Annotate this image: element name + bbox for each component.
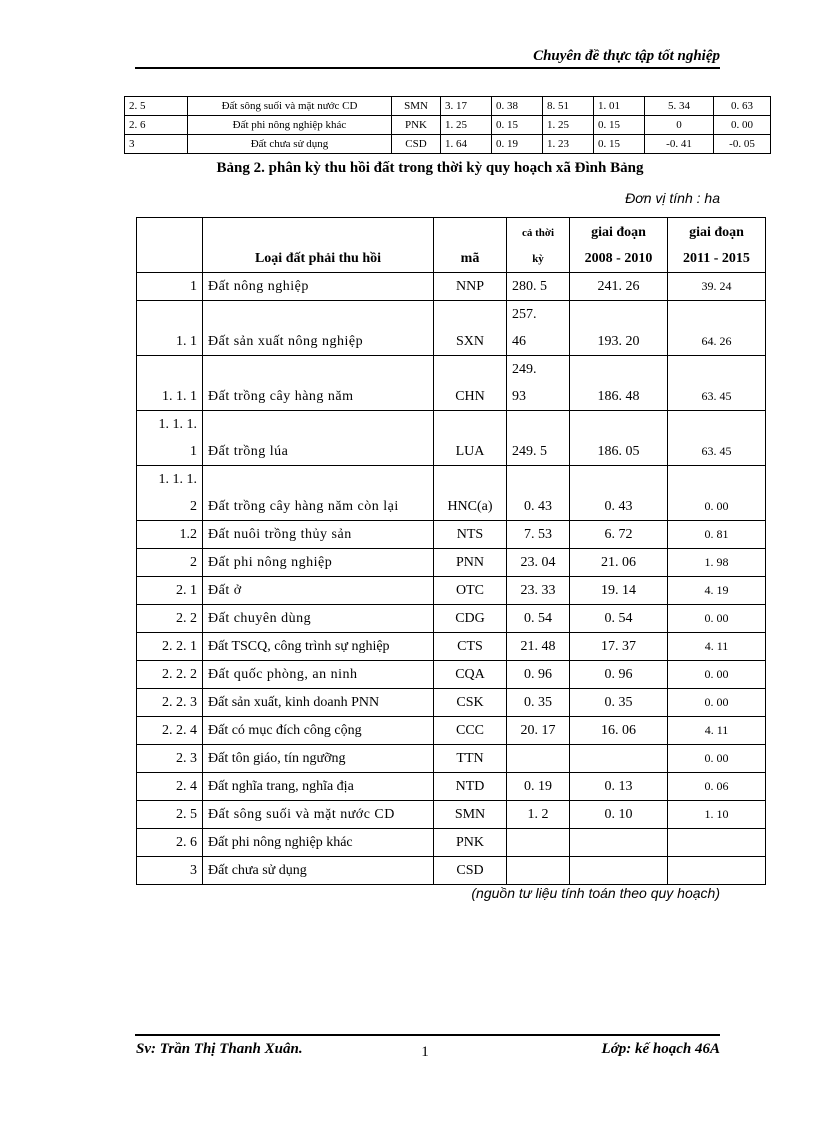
cell-period-2: 4. 11 <box>668 633 766 661</box>
cell-whole-period <box>507 857 570 885</box>
cell-stt <box>137 466 203 521</box>
cell-period-1: 21. 06 <box>570 549 668 577</box>
cell-period-1: 0. 43 <box>570 466 668 521</box>
cell-whole-period: 0. 19 <box>507 773 570 801</box>
cell-period-2: 0. 06 <box>668 773 766 801</box>
cell-stt: 2. 5 <box>137 801 203 829</box>
cell-whole-period <box>507 356 570 411</box>
cell-period-2: 4. 11 <box>668 717 766 745</box>
cell-whole-period: 7. 53 <box>507 521 570 549</box>
cell-name: Đất sản xuất nông nghiệp <box>203 301 434 356</box>
cell-period-1 <box>570 857 668 885</box>
cell-stt: 2. 2. 4 <box>137 717 203 745</box>
cell-code: NTS <box>434 521 507 549</box>
header-period-1 <box>570 218 668 273</box>
table-row <box>125 135 771 154</box>
cell-whole-period: 0. 54 <box>507 605 570 633</box>
cell-period-2: 63. 45 <box>668 356 766 411</box>
cell-value-part: 93 <box>512 389 526 404</box>
cell-stt: 2. 6 <box>125 116 188 135</box>
cell-code: CTS <box>434 633 507 661</box>
cell-whole-period: 0. 43 <box>507 466 570 521</box>
table-row <box>137 829 766 857</box>
cell-code: CQA <box>434 661 507 689</box>
table-row <box>137 577 766 605</box>
cell-name: Đất chưa sử dụng <box>188 135 392 154</box>
cell-code: NNP <box>434 273 507 301</box>
cell-stt: 1.2 <box>137 521 203 549</box>
cell-name: Đất tôn giáo, tín ngưỡng <box>203 745 434 773</box>
cell-period-1: 19. 14 <box>570 577 668 605</box>
cell-name: Đất TSCQ, công trình sự nghiệp <box>203 633 434 661</box>
cell-period-2: 4. 19 <box>668 577 766 605</box>
cell-period-1: 17. 37 <box>570 633 668 661</box>
cell-stt-part: 1. 1. 1. <box>158 472 197 487</box>
cell-code: LUA <box>434 411 507 466</box>
cell-period-2: 64. 26 <box>668 301 766 356</box>
header-period-2 <box>668 218 766 273</box>
cell-code: SXN <box>434 301 507 356</box>
cell-whole-period: 23. 33 <box>507 577 570 605</box>
cell-period-2: 1. 98 <box>668 549 766 577</box>
cell-period-1 <box>570 745 668 773</box>
cell-name: Đất phi nông nghiệp <box>203 549 434 577</box>
cell-code: PNK <box>392 116 441 135</box>
cell-stt: 2. 6 <box>137 829 203 857</box>
cell-name: Đất sông suối và mặt nước CD <box>203 801 434 829</box>
cell-whole-period: 0. 96 <box>507 661 570 689</box>
cell-stt: 2. 2. 2 <box>137 661 203 689</box>
cell-name: Đất trồng lúa <box>203 411 434 466</box>
cell-stt-part: 1 <box>190 444 197 459</box>
cell-value: 0. 19 <box>492 135 543 154</box>
table-row <box>137 661 766 689</box>
header-code: mã <box>434 218 507 273</box>
cell-stt: 1. 1 <box>137 301 203 356</box>
table-row <box>137 605 766 633</box>
cell-value: 0. 15 <box>594 135 645 154</box>
footer-class: Lớp: kế hoạch 46A <box>601 1041 720 1057</box>
header-name: Loại đất phải thu hồi <box>203 218 434 273</box>
table-row <box>137 521 766 549</box>
table-row <box>137 301 766 356</box>
cell-value: 0. 15 <box>492 116 543 135</box>
cell-value: 0. 00 <box>714 116 771 135</box>
cell-name: Đất phi nông nghiệp khác <box>188 116 392 135</box>
cell-stt: 3 <box>137 857 203 885</box>
cell-value: 0 <box>645 116 714 135</box>
cell-value: 1. 64 <box>441 135 492 154</box>
table-row <box>125 97 771 116</box>
cell-whole-period: 20. 17 <box>507 717 570 745</box>
header-whole-period-line2: kỳ <box>532 253 544 265</box>
cell-name: Đất nuôi trồng thủy sản <box>203 521 434 549</box>
footer-student: Sv: Trần Thị Thanh Xuân. <box>136 1041 303 1057</box>
cell-code: HNC(a) <box>434 466 507 521</box>
cell-code: NTD <box>434 773 507 801</box>
cell-value: 5. 34 <box>645 97 714 116</box>
cell-name: Đất chuyên dùng <box>203 605 434 633</box>
cell-stt: 2. 2 <box>137 605 203 633</box>
cell-code: PNK <box>434 829 507 857</box>
table-row <box>137 273 766 301</box>
cell-stt: 1 <box>137 273 203 301</box>
cell-code: SMN <box>434 801 507 829</box>
cell-value: -0. 41 <box>645 135 714 154</box>
cell-name: Đất sản xuất, kinh doanh PNN <box>203 689 434 717</box>
cell-code: CDG <box>434 605 507 633</box>
cell-stt: 2 <box>137 549 203 577</box>
cell-period-2: 0. 00 <box>668 661 766 689</box>
continued-table <box>124 96 771 154</box>
cell-name: Đất trồng cây hàng năm còn lại <box>203 466 434 521</box>
cell-whole-period: 1. 2 <box>507 801 570 829</box>
unit-label: Đơn vị tính : ha <box>625 190 720 206</box>
cell-stt-part: 1. 1. 1. <box>158 417 197 432</box>
cell-whole-period: 0. 35 <box>507 689 570 717</box>
header-divider <box>135 67 720 69</box>
cell-period-1: 193. 20 <box>570 301 668 356</box>
table-row <box>125 116 771 135</box>
cell-code: CHN <box>434 356 507 411</box>
cell-whole-period: 23. 04 <box>507 549 570 577</box>
cell-name: Đất nghĩa trang, nghĩa địa <box>203 773 434 801</box>
table-row <box>137 411 766 466</box>
cell-period-1: 0. 96 <box>570 661 668 689</box>
cell-stt: 3 <box>125 135 188 154</box>
cell-name: Đất chưa sử dụng <box>203 857 434 885</box>
cell-value: 0. 38 <box>492 97 543 116</box>
cell-period-2: 0. 00 <box>668 689 766 717</box>
cell-whole-period: 249. 5 <box>507 411 570 466</box>
cell-period-1: 186. 48 <box>570 356 668 411</box>
table-row <box>137 549 766 577</box>
cell-code: CCC <box>434 717 507 745</box>
cell-name: Đất trồng cây hàng năm <box>203 356 434 411</box>
table-row <box>137 801 766 829</box>
cell-period-2: 39. 24 <box>668 273 766 301</box>
header-period-1-line1: giai đoạn <box>591 225 646 240</box>
table-row <box>137 745 766 773</box>
cell-stt: 2. 2. 3 <box>137 689 203 717</box>
table-row <box>137 717 766 745</box>
table-row <box>137 689 766 717</box>
cell-whole-period: 21. 48 <box>507 633 570 661</box>
header-whole-period <box>507 218 570 273</box>
table-row <box>137 466 766 521</box>
cell-name: Đất có mục đích công cộng <box>203 717 434 745</box>
cell-period-1: 6. 72 <box>570 521 668 549</box>
table-row <box>137 773 766 801</box>
cell-period-1: 186. 05 <box>570 411 668 466</box>
cell-stt-part: 2 <box>190 499 197 514</box>
cell-stt: 2. 2. 1 <box>137 633 203 661</box>
cell-value: 1. 23 <box>543 135 594 154</box>
cell-stt: 2. 1 <box>137 577 203 605</box>
cell-stt: 2. 5 <box>125 97 188 116</box>
cell-period-1: 241. 26 <box>570 273 668 301</box>
cell-code: CSD <box>392 135 441 154</box>
cell-value-part: 257. <box>512 307 537 322</box>
cell-period-2 <box>668 829 766 857</box>
cell-name: Đất nông nghiệp <box>203 273 434 301</box>
cell-code: PNN <box>434 549 507 577</box>
cell-value: 0. 15 <box>594 116 645 135</box>
cell-whole-period <box>507 745 570 773</box>
cell-code: SMN <box>392 97 441 116</box>
cell-value: -0. 05 <box>714 135 771 154</box>
cell-value-part: 249. <box>512 362 537 377</box>
table-row <box>137 356 766 411</box>
header-period-1-line2: 2008 - 2010 <box>584 251 653 266</box>
cell-name: Đất phi nông nghiệp khác <box>203 829 434 857</box>
cell-value: 8. 51 <box>543 97 594 116</box>
cell-period-1: 0. 10 <box>570 801 668 829</box>
land-recovery-table <box>136 217 766 885</box>
cell-period-2: 63. 45 <box>668 411 766 466</box>
cell-period-1 <box>570 829 668 857</box>
cell-name: Đất quốc phòng, an ninh <box>203 661 434 689</box>
cell-period-2: 0. 00 <box>668 745 766 773</box>
cell-name: Đất ở <box>203 577 434 605</box>
cell-value: 1. 25 <box>441 116 492 135</box>
page-number: 1 <box>421 1044 429 1060</box>
cell-whole-period <box>507 829 570 857</box>
cell-period-2: 1. 10 <box>668 801 766 829</box>
cell-code: TTN <box>434 745 507 773</box>
cell-whole-period: 280. 5 <box>507 273 570 301</box>
footer-divider <box>135 1034 720 1036</box>
table-row <box>137 857 766 885</box>
cell-whole-period <box>507 301 570 356</box>
cell-period-1: 16. 06 <box>570 717 668 745</box>
cell-stt: 2. 3 <box>137 745 203 773</box>
cell-stt <box>137 411 203 466</box>
table-row <box>137 633 766 661</box>
header-period-2-line1: giai đoạn <box>689 225 744 240</box>
table-caption: Bảng 2. phân kỳ thu hồi đất trong thời kỳ quy hoạch xã Đình Bảng <box>216 160 644 176</box>
cell-period-2: 0. 00 <box>668 466 766 521</box>
header-stt <box>137 218 203 273</box>
cell-stt: 2. 4 <box>137 773 203 801</box>
source-note: (nguồn tư liệu tính toán theo quy hoạch) <box>471 885 720 901</box>
cell-stt: 1. 1. 1 <box>137 356 203 411</box>
cell-period-2 <box>668 857 766 885</box>
cell-code: OTC <box>434 577 507 605</box>
cell-value: 3. 17 <box>441 97 492 116</box>
cell-value-part: 46 <box>512 334 526 349</box>
cell-code: CSD <box>434 857 507 885</box>
cell-period-1: 0. 35 <box>570 689 668 717</box>
cell-value: 1. 01 <box>594 97 645 116</box>
cell-code: CSK <box>434 689 507 717</box>
header-whole-period-line1: cả thời <box>521 227 555 239</box>
header-title: Chuyên đề thực tập tốt nghiệp <box>533 48 720 64</box>
header-period-2-line2: 2011 - 2015 <box>683 251 750 266</box>
table-header-row <box>137 218 766 273</box>
cell-name: Đất sông suối và mặt nước CD <box>188 97 392 116</box>
cell-period-2: 0. 00 <box>668 605 766 633</box>
cell-value: 0. 63 <box>714 97 771 116</box>
cell-value: 1. 25 <box>543 116 594 135</box>
cell-period-1: 0. 13 <box>570 773 668 801</box>
cell-period-2: 0. 81 <box>668 521 766 549</box>
cell-period-1: 0. 54 <box>570 605 668 633</box>
